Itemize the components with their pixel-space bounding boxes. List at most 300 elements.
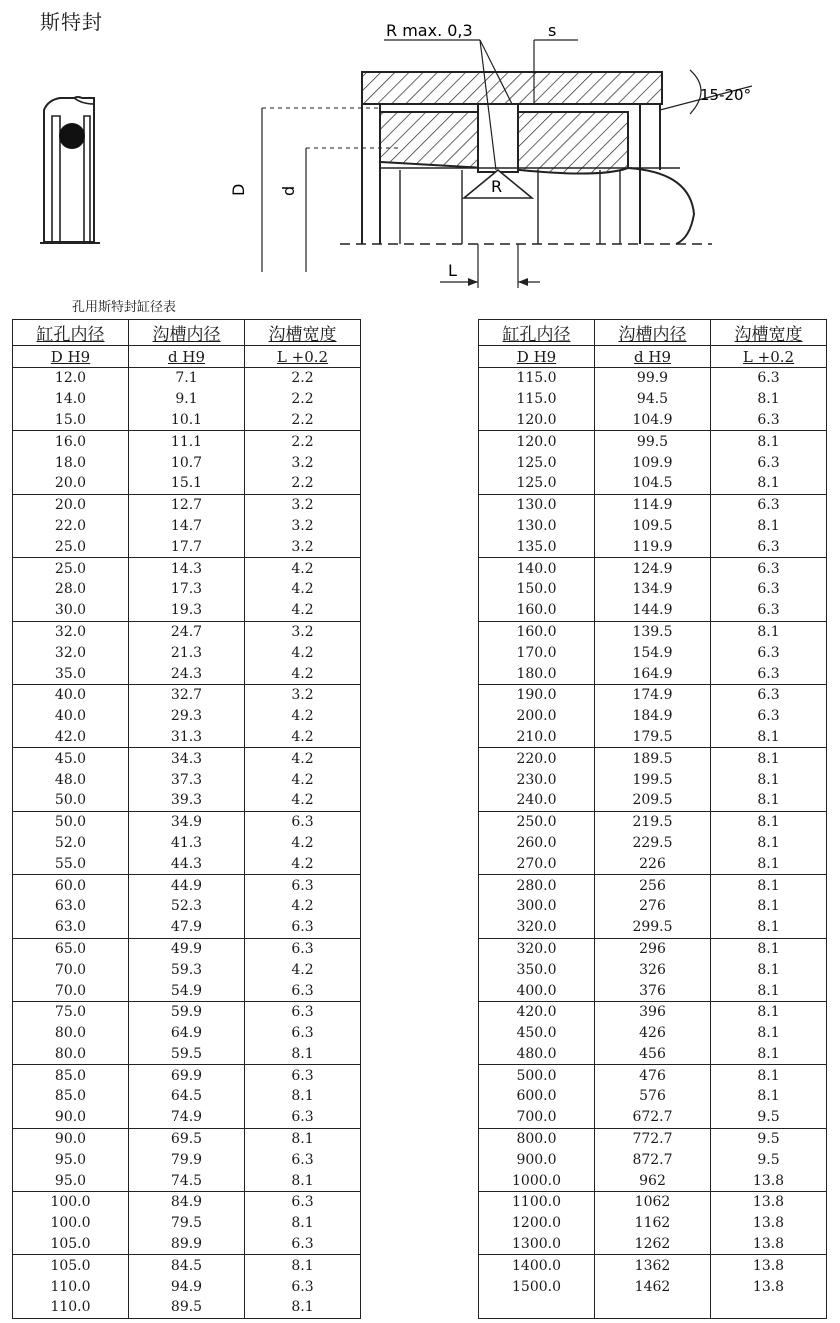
bore-cell bbox=[479, 833, 595, 854]
groove-cell bbox=[595, 769, 711, 790]
groove-cell bbox=[595, 1065, 711, 1086]
cell-value: 21.3 bbox=[170, 644, 203, 661]
table-row bbox=[13, 389, 361, 410]
cell-value: 3.2 bbox=[291, 687, 314, 704]
table-row bbox=[479, 494, 827, 515]
cell-value: 63.0 bbox=[54, 919, 87, 936]
cell-value: 70.0 bbox=[54, 961, 87, 978]
cell-value: 2.2 bbox=[291, 411, 314, 428]
bore-cell bbox=[13, 748, 129, 769]
cell-value: 3.2 bbox=[291, 623, 314, 640]
table-row bbox=[13, 1234, 361, 1255]
bore-cell bbox=[479, 853, 595, 874]
width-cell bbox=[245, 727, 361, 748]
groove-cell bbox=[595, 1170, 711, 1191]
cell-value: 6.3 bbox=[291, 1236, 314, 1253]
bore-cell bbox=[13, 811, 129, 832]
table-row bbox=[13, 684, 361, 705]
table-row bbox=[13, 642, 361, 663]
width-cell bbox=[245, 896, 361, 917]
bore-cell bbox=[479, 790, 595, 811]
table-row bbox=[13, 1086, 361, 1107]
bore-cell bbox=[479, 1107, 595, 1128]
cell-value: 326 bbox=[639, 961, 666, 978]
cell-value: 20.0 bbox=[54, 497, 87, 514]
bore-cell bbox=[479, 811, 595, 832]
cell-value: 115.0 bbox=[516, 391, 557, 408]
cell-value: 420.0 bbox=[516, 1004, 557, 1021]
cell-value: 4.2 bbox=[291, 602, 314, 619]
cell-value: 426 bbox=[639, 1025, 666, 1042]
cell-value: 6.3 bbox=[757, 497, 780, 514]
width-cell bbox=[711, 368, 827, 389]
groove-cell bbox=[129, 833, 245, 854]
width-cell bbox=[711, 1192, 827, 1213]
groove-cell bbox=[595, 748, 711, 769]
table-row bbox=[13, 875, 361, 896]
table-row bbox=[479, 917, 827, 938]
cell-value: 296 bbox=[639, 940, 666, 957]
width-cell bbox=[245, 1192, 361, 1213]
width-cell bbox=[245, 1044, 361, 1065]
cell-value: 1162 bbox=[634, 1215, 671, 1232]
width-cell bbox=[711, 558, 827, 579]
cell-value: 500.0 bbox=[516, 1067, 557, 1084]
groove-cell bbox=[595, 684, 711, 705]
width-cell bbox=[711, 875, 827, 896]
header-groove-diameter: 沟槽内径 bbox=[595, 320, 711, 346]
cell-value: 8.1 bbox=[291, 1131, 314, 1148]
table-row bbox=[13, 748, 361, 769]
groove-cell bbox=[129, 1107, 245, 1128]
width-cell bbox=[245, 959, 361, 980]
bore-cell bbox=[13, 663, 129, 684]
table-row bbox=[13, 811, 361, 832]
cell-value: 52.3 bbox=[170, 898, 203, 915]
cell-value: 276 bbox=[639, 898, 666, 915]
width-cell bbox=[245, 516, 361, 537]
groove-cell bbox=[129, 811, 245, 832]
cell-value: 476 bbox=[639, 1067, 666, 1084]
cell-value: 4.2 bbox=[291, 581, 314, 598]
bore-cell bbox=[13, 600, 129, 621]
cell-value: 800.0 bbox=[516, 1131, 557, 1148]
cell-value: 8.1 bbox=[291, 1088, 314, 1105]
groove-cell bbox=[595, 1234, 711, 1255]
cell-value: 4.2 bbox=[291, 898, 314, 915]
width-cell bbox=[245, 684, 361, 705]
table-row bbox=[13, 833, 361, 854]
cell-value: 700.0 bbox=[516, 1109, 557, 1126]
cell-value: 6.3 bbox=[291, 814, 314, 831]
cell-value: 376 bbox=[639, 982, 666, 999]
table-row bbox=[479, 1276, 827, 1297]
width-cell bbox=[711, 980, 827, 1001]
cell-value: 260.0 bbox=[516, 834, 557, 851]
table-row bbox=[13, 1128, 361, 1149]
groove-cell bbox=[129, 1023, 245, 1044]
bore-cell bbox=[13, 389, 129, 410]
width-cell bbox=[711, 853, 827, 874]
cell-value: 13.8 bbox=[752, 1172, 785, 1189]
cell-value: 94.9 bbox=[170, 1278, 203, 1295]
groove-cell bbox=[595, 516, 711, 537]
table-row bbox=[479, 536, 827, 557]
cell-value: 299.5 bbox=[632, 919, 673, 936]
cell-value: 8.1 bbox=[757, 1067, 780, 1084]
groove-cell bbox=[129, 494, 245, 515]
cell-value: 154.9 bbox=[632, 644, 673, 661]
cell-value: 226 bbox=[639, 855, 666, 872]
table-row bbox=[479, 452, 827, 473]
table-row bbox=[13, 853, 361, 874]
cell-value: 4.2 bbox=[291, 728, 314, 745]
width-cell bbox=[245, 748, 361, 769]
cell-value: 17.7 bbox=[170, 538, 203, 555]
cell-value: 256 bbox=[639, 877, 666, 894]
header-groove-width: 沟槽宽度 bbox=[245, 320, 361, 346]
table-row bbox=[13, 980, 361, 1001]
table-row bbox=[479, 769, 827, 790]
table-row bbox=[479, 368, 827, 389]
groove-cell bbox=[129, 1149, 245, 1170]
width-cell bbox=[245, 410, 361, 431]
width-cell bbox=[711, 1149, 827, 1170]
cell-value: 59.3 bbox=[170, 961, 203, 978]
cell-value: 3.2 bbox=[291, 538, 314, 555]
s-label: s bbox=[548, 21, 557, 40]
bore-cell bbox=[479, 769, 595, 790]
table-row bbox=[13, 1044, 361, 1065]
cell-value: 229.5 bbox=[632, 834, 673, 851]
cell-value: 14.7 bbox=[170, 517, 203, 534]
cell-value: 4.2 bbox=[291, 644, 314, 661]
bore-cell bbox=[13, 516, 129, 537]
table-row bbox=[13, 473, 361, 494]
page-title: 斯特封 bbox=[40, 10, 103, 34]
width-cell bbox=[245, 1297, 361, 1318]
bore-cell bbox=[479, 536, 595, 557]
cell-value: 8.1 bbox=[757, 855, 780, 872]
cell-value: 400.0 bbox=[516, 982, 557, 999]
table-row bbox=[479, 896, 827, 917]
bore-cell bbox=[13, 769, 129, 790]
groove-cell bbox=[595, 558, 711, 579]
groove-cell bbox=[129, 790, 245, 811]
bore-cell bbox=[479, 600, 595, 621]
cell-value: 10.7 bbox=[170, 454, 203, 471]
groove-cell bbox=[595, 663, 711, 684]
cell-value: 64.9 bbox=[170, 1025, 203, 1042]
table-row bbox=[13, 917, 361, 938]
cell-value: 576 bbox=[639, 1088, 666, 1105]
cell-value: 69.5 bbox=[170, 1131, 203, 1148]
cell-value: 160.0 bbox=[516, 602, 557, 619]
table-row bbox=[13, 1276, 361, 1297]
cell-value: 189.5 bbox=[632, 750, 673, 767]
groove-cell bbox=[595, 790, 711, 811]
cell-value: 17.3 bbox=[170, 581, 203, 598]
width-cell bbox=[245, 1213, 361, 1234]
groove-cell bbox=[595, 938, 711, 959]
table-row bbox=[479, 1086, 827, 1107]
cell-value: 144.9 bbox=[632, 602, 673, 619]
cell-value: 64.5 bbox=[170, 1088, 203, 1105]
bore-cell bbox=[13, 917, 129, 938]
width-cell bbox=[245, 494, 361, 515]
groove-cell bbox=[595, 706, 711, 727]
groove-cell bbox=[595, 431, 711, 452]
cell-value: 8.1 bbox=[757, 919, 780, 936]
table-row bbox=[13, 1023, 361, 1044]
table-row bbox=[479, 1023, 827, 1044]
width-cell bbox=[711, 727, 827, 748]
cell-value: 8.1 bbox=[757, 877, 780, 894]
bore-cell bbox=[13, 706, 129, 727]
cell-value: 6.3 bbox=[757, 560, 780, 577]
cell-value: 44.9 bbox=[170, 877, 203, 894]
cell-value: 8.1 bbox=[757, 961, 780, 978]
width-cell bbox=[245, 1023, 361, 1044]
cell-value: 199.5 bbox=[632, 771, 673, 788]
cell-value: 1100.0 bbox=[512, 1194, 561, 1211]
cell-value: 20.0 bbox=[54, 475, 87, 492]
bore-cell bbox=[479, 1276, 595, 1297]
cell-value: 8.1 bbox=[291, 1045, 314, 1062]
width-cell bbox=[711, 684, 827, 705]
groove-cell bbox=[129, 706, 245, 727]
width-cell bbox=[711, 896, 827, 917]
groove-cell bbox=[129, 368, 245, 389]
cell-value: 320.0 bbox=[516, 919, 557, 936]
table-row bbox=[479, 1213, 827, 1234]
cell-value: 70.0 bbox=[54, 982, 87, 999]
width-cell bbox=[245, 811, 361, 832]
cell-value: 1400.0 bbox=[512, 1257, 561, 1274]
cell-value: 35.0 bbox=[54, 665, 87, 682]
cell-value: 85.0 bbox=[54, 1067, 87, 1084]
table-row bbox=[479, 790, 827, 811]
width-cell bbox=[245, 790, 361, 811]
cell-value: 210.0 bbox=[516, 728, 557, 745]
groove-cell bbox=[595, 980, 711, 1001]
table-row bbox=[479, 621, 827, 642]
cell-value: 95.0 bbox=[54, 1172, 87, 1189]
cell-value: 300.0 bbox=[516, 898, 557, 915]
width-cell bbox=[711, 1213, 827, 1234]
table-row bbox=[479, 811, 827, 832]
cell-value: 104.9 bbox=[632, 411, 673, 428]
cell-value: 39.3 bbox=[170, 792, 203, 809]
cell-value: 125.0 bbox=[516, 454, 557, 471]
table-row bbox=[479, 1149, 827, 1170]
table-row bbox=[479, 1234, 827, 1255]
bore-cell bbox=[479, 558, 595, 579]
table-row bbox=[13, 896, 361, 917]
bore-cell bbox=[13, 959, 129, 980]
groove-cell bbox=[595, 536, 711, 557]
groove-cell bbox=[595, 621, 711, 642]
bore-cell bbox=[479, 959, 595, 980]
width-cell bbox=[711, 748, 827, 769]
groove-cell bbox=[595, 1255, 711, 1276]
cell-value: 219.5 bbox=[632, 814, 673, 831]
bore-cell bbox=[13, 1297, 129, 1318]
width-cell bbox=[711, 1128, 827, 1149]
table-row bbox=[13, 663, 361, 684]
width-cell bbox=[245, 980, 361, 1001]
cell-value: 6.3 bbox=[757, 602, 780, 619]
groove-cell bbox=[129, 769, 245, 790]
cell-value: 6.3 bbox=[757, 581, 780, 598]
groove-cell bbox=[595, 833, 711, 854]
cell-value: 80.0 bbox=[54, 1025, 87, 1042]
groove-cell bbox=[129, 410, 245, 431]
groove-cell bbox=[129, 980, 245, 1001]
groove-cell bbox=[595, 917, 711, 938]
cell-value: 480.0 bbox=[516, 1045, 557, 1062]
bore-cell bbox=[479, 1149, 595, 1170]
table-row bbox=[13, 452, 361, 473]
cell-value: 6.3 bbox=[291, 1109, 314, 1126]
cell-value: 4.2 bbox=[291, 961, 314, 978]
header-bore-diameter: 缸孔内径 bbox=[479, 320, 595, 346]
cell-value: 8.1 bbox=[757, 1004, 780, 1021]
bore-cell bbox=[479, 938, 595, 959]
cell-value: 8.1 bbox=[757, 771, 780, 788]
cell-value: 134.9 bbox=[632, 581, 673, 598]
cell-value: 13.8 bbox=[752, 1215, 785, 1232]
groove-cell bbox=[129, 1001, 245, 1022]
cell-value: 1300.0 bbox=[512, 1236, 561, 1253]
bore-cell bbox=[13, 853, 129, 874]
table-row bbox=[479, 833, 827, 854]
table-row bbox=[13, 368, 361, 389]
groove-drawing bbox=[262, 40, 752, 288]
width-cell bbox=[245, 663, 361, 684]
cell-value: 8.1 bbox=[757, 834, 780, 851]
bore-cell bbox=[479, 727, 595, 748]
groove-cell bbox=[595, 959, 711, 980]
table-row bbox=[479, 875, 827, 896]
cell-value: 6.3 bbox=[757, 411, 780, 428]
bore-cell bbox=[479, 896, 595, 917]
cell-value: 280.0 bbox=[516, 877, 557, 894]
width-cell bbox=[711, 1065, 827, 1086]
width-cell bbox=[711, 473, 827, 494]
groove-cell bbox=[129, 473, 245, 494]
table-row bbox=[13, 1213, 361, 1234]
cell-value: 32.0 bbox=[54, 644, 87, 661]
groove-cell bbox=[595, 1149, 711, 1170]
cell-value: 9.5 bbox=[757, 1131, 780, 1148]
width-cell bbox=[711, 642, 827, 663]
width-cell bbox=[711, 579, 827, 600]
cell-value: 115.0 bbox=[516, 370, 557, 387]
cell-value: 220.0 bbox=[516, 750, 557, 767]
cell-value: 80.0 bbox=[54, 1045, 87, 1062]
cell-value: 90.0 bbox=[54, 1109, 87, 1126]
cell-value: 79.5 bbox=[170, 1215, 203, 1232]
cell-value: 44.3 bbox=[170, 855, 203, 872]
cell-value: 6.3 bbox=[291, 1067, 314, 1084]
cell-value: 6.3 bbox=[291, 1004, 314, 1021]
groove-cell bbox=[129, 600, 245, 621]
table-row bbox=[13, 1297, 361, 1318]
table-row bbox=[13, 558, 361, 579]
width-cell bbox=[711, 769, 827, 790]
table-row bbox=[479, 706, 827, 727]
groove-cell bbox=[129, 558, 245, 579]
cell-value: 6.3 bbox=[757, 708, 780, 725]
width-cell bbox=[245, 917, 361, 938]
cell-value: 34.3 bbox=[170, 750, 203, 767]
groove-cell bbox=[595, 473, 711, 494]
bore-cell bbox=[479, 368, 595, 389]
groove-cell bbox=[129, 1065, 245, 1086]
cell-value: 125.0 bbox=[516, 475, 557, 492]
cell-value: 120.0 bbox=[516, 411, 557, 428]
width-cell bbox=[245, 1170, 361, 1191]
bore-cell bbox=[13, 1128, 129, 1149]
table-row bbox=[479, 959, 827, 980]
cell-value: 8.1 bbox=[757, 1088, 780, 1105]
cell-value: 8.1 bbox=[291, 1215, 314, 1232]
bore-cell bbox=[13, 896, 129, 917]
cell-value: 320.0 bbox=[516, 940, 557, 957]
bore-cell bbox=[13, 875, 129, 896]
cell-value: 184.9 bbox=[632, 708, 673, 725]
groove-cell bbox=[129, 663, 245, 684]
table-row bbox=[479, 410, 827, 431]
cell-value: 1500.0 bbox=[512, 1278, 561, 1295]
cell-value: 8.1 bbox=[757, 623, 780, 640]
cell-value: 230.0 bbox=[516, 771, 557, 788]
width-cell bbox=[711, 1023, 827, 1044]
subheader-bore: D H9 bbox=[13, 346, 129, 368]
cell-value: 8.1 bbox=[757, 475, 780, 492]
groove-cell bbox=[595, 600, 711, 621]
cell-value: 9.5 bbox=[757, 1151, 780, 1168]
cell-value: 31.3 bbox=[170, 728, 203, 745]
width-cell bbox=[245, 706, 361, 727]
width-cell bbox=[711, 790, 827, 811]
cell-value: 8.1 bbox=[757, 940, 780, 957]
cell-value: 1200.0 bbox=[512, 1215, 561, 1232]
cell-value: 13.8 bbox=[752, 1194, 785, 1211]
groove-cell bbox=[595, 1086, 711, 1107]
bore-cell bbox=[13, 938, 129, 959]
groove-cell bbox=[129, 1170, 245, 1191]
bore-cell bbox=[479, 706, 595, 727]
cell-value: 9.5 bbox=[757, 1109, 780, 1126]
cell-value: 52.0 bbox=[54, 834, 87, 851]
cell-value: 99.5 bbox=[636, 433, 669, 450]
cell-value: 89.9 bbox=[170, 1236, 203, 1253]
cell-value: 10.1 bbox=[170, 411, 203, 428]
cell-value: 270.0 bbox=[516, 855, 557, 872]
table-row bbox=[479, 558, 827, 579]
cell-value: 6.3 bbox=[757, 665, 780, 682]
cell-value: 872.7 bbox=[632, 1151, 673, 1168]
bore-cell bbox=[479, 1023, 595, 1044]
groove-cell bbox=[129, 1086, 245, 1107]
seal-profile-icon bbox=[40, 97, 100, 243]
width-cell bbox=[711, 1170, 827, 1191]
bore-cell bbox=[13, 790, 129, 811]
width-cell bbox=[711, 1276, 827, 1297]
bore-cell bbox=[479, 1234, 595, 1255]
